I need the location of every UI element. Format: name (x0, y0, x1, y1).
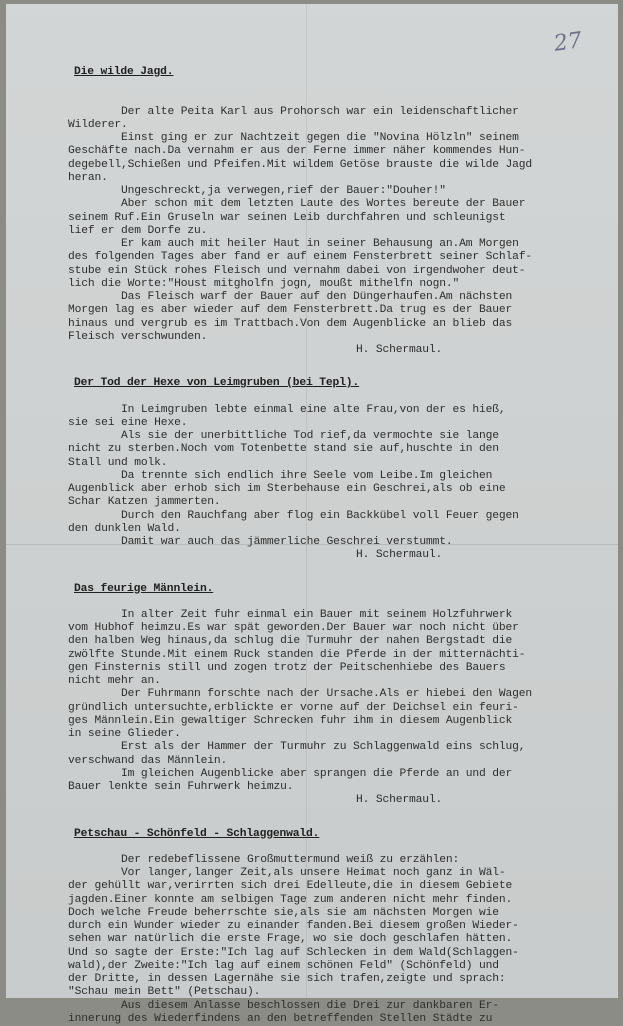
handwritten-page-number: 27 (552, 28, 583, 57)
text-line: der Dritte, in dessen Lagernähe sie sich trafen,zeigte und sprach: (68, 973, 596, 986)
text-line: Wilderer. (68, 119, 596, 132)
text-line: Bauer lenkte sein Fuhrwerk heimzu. (68, 781, 596, 794)
text-line: stube ein Stück rohes Fleisch und vernahm dabei von irgendwoher deut- (68, 265, 596, 278)
section-gap (68, 563, 596, 583)
author-signature: H. Schermaul. (68, 794, 596, 807)
text-line: verschwand das Männlein. (68, 755, 596, 768)
text-line: in seine Glieder. (68, 728, 596, 741)
text-line: Der Fuhrmann forschte nach der Ursache.Als er hiebei den Wagen (68, 688, 596, 701)
typewritten-text (68, 66, 596, 1026)
text-line: sehen war natürlich die erste Frage, wo sie doch geschlafen hätten. (68, 933, 596, 946)
text-line: Ungeschreckt,ja verwegen,rief der Bauer:"Douher!" (68, 185, 596, 198)
text-line: lich die Worte:"Houst mitgholfn jogn, moußt mithelfn nogn." (68, 278, 596, 291)
text-line: der gehüllt war,verirrten sich drei Edelleute,die in diesem Gebiete (68, 880, 596, 893)
text-line: heran. (68, 172, 596, 185)
text-line: Der alte Peita Karl aus Prohorsch war ein leidenschaftlicher (68, 106, 596, 119)
text-line: Vor langer,langer Zeit,als unsere Heimat noch ganz in Wäl- (68, 867, 596, 880)
text-line: wald),der Zweite:"Ich lag auf einem schönen Feld" (Schönfeld) und (68, 960, 596, 973)
text-line: ges Männlein.Ein gewaltiger Schrecken fuhr ihm in diesem Augenblick (68, 715, 596, 728)
text-line: Fleisch verschwunden. (68, 331, 596, 344)
text-line: gründlich untersuchte,erblickte er vorne auf der Deichsel ein feuri- (68, 702, 596, 715)
text-line: Der redebeflissene Großmuttermund weiß zu erzählen: (68, 854, 596, 867)
text-line: hinaus und vergrub es im Trattbach.Von dem Augenblicke an blieb das (68, 318, 596, 331)
text-line: Da trennte sich endlich ihre Seele vom Leibe.Im gleichen (68, 470, 596, 483)
text-line: vom Hubhof heimzu.Es war spät geworden.Der Bauer war noch nicht über (68, 622, 596, 635)
text-line: gen Finsternis still und zogen trotz der Peitschenhiebe des Bauers (68, 662, 596, 675)
text-line: Durch den Rauchfang aber flog ein Backkübel voll Feuer gegen (68, 510, 596, 523)
text-line: Augenblick aber erhob sich im Sterbehause ein Geschrei,als ob eine (68, 483, 596, 496)
text-line: innerung des Wiederfindens an den betreffenden Stellen Städte zu (68, 1013, 596, 1026)
text-line: Stall und molk. (68, 457, 596, 470)
text-line: Doch welche Freude beherrschte sie,als sie am nächsten Morgen wie (68, 907, 596, 920)
text-line: Damit war auch das jämmerliche Geschrei verstummt. (68, 536, 596, 549)
section-gap (68, 808, 596, 828)
text-line: Morgen lag es aber wieder auf dem Fensterbrett.Da trug es der Bauer (68, 304, 596, 317)
story-section (68, 583, 596, 808)
author-signature: H. Schermaul. (68, 549, 596, 562)
text-line: Schar Katzen jammerten. (68, 496, 596, 509)
text-line: Aus diesem Anlasse beschlossen die Drei zur dankbaren Er- (68, 1000, 596, 1013)
text-line (68, 92, 596, 105)
text-line: Einst ging er zur Nachtzeit gegen die "Novina Hölzln" seinem (68, 132, 596, 145)
text-line: In Leimgruben lebte einmal eine alte Frau,von der es hieß, (68, 404, 596, 417)
text-line: nicht zu sterben.Noch vom Totenbette stand sie auf,huschte in den (68, 443, 596, 456)
text-line: jagden.Einer konnte am selbigen Tage zum anderen nicht mehr finden. (68, 894, 596, 907)
story-title: Petschau - Schönfeld - Schlaggenwald. (74, 828, 596, 841)
text-line: "Schau mein Bett" (Petschau). (68, 986, 596, 999)
story-section (68, 66, 596, 357)
text-line: Im gleichen Augenblicke aber sprangen die Pferde an und der (68, 768, 596, 781)
text-line: In alter Zeit fuhr einmal ein Bauer mit seinem Holzfuhrwerk (68, 609, 596, 622)
story-title: Der Tod der Hexe von Leimgruben (bei Tepl). (74, 377, 596, 390)
story-title: Das feurige Männlein. (74, 583, 596, 596)
text-line: Und so sagte der Erste:"Ich lag auf Schlecken in dem Wald(Schlaggen- (68, 947, 596, 960)
text-line: Als sie der unerbittliche Tod rief,da vermochte sie lange (68, 430, 596, 443)
story-section (68, 377, 596, 562)
text-line: Er kam auch mit heiler Haut in seiner Behausung an.Am Morgen (68, 238, 596, 251)
text-line: degebell,Schießen und Pfeifen.Mit wildem Getöse brauste die wilde Jagd (68, 159, 596, 172)
text-line: zwölfte Stunde.Mit einem Ruck standen die Pferde in der mitternächti- (68, 649, 596, 662)
text-line: lief er dem Dorfe zu. (68, 225, 596, 238)
text-line: seinem Ruf.Ein Gruseln war seinen Leib durchfahren und schleunigst (68, 212, 596, 225)
story-section (68, 828, 596, 1026)
text-line: nicht mehr an. (68, 675, 596, 688)
text-line: sie sei eine Hexe. (68, 417, 596, 430)
text-line: den dunklen Wald. (68, 523, 596, 536)
text-line: Aber schon mit dem letzten Laute des Wortes bereute der Bauer (68, 198, 596, 211)
text-line: Das Fleisch warf der Bauer auf den Düngerhaufen.Am nächsten (68, 291, 596, 304)
text-line: durch ein Wunder wieder zu einander fanden.Bei diesem großen Wieder- (68, 920, 596, 933)
text-line: Erst als der Hammer der Turmuhr zu Schlaggenwald eins schlug, (68, 741, 596, 754)
text-line: des folgenden Tages aber fand er auf einem Fensterbrett seiner Schlaf- (68, 251, 596, 264)
story-title: Die wilde Jagd. (74, 66, 596, 79)
text-line: Geschäfte nach.Da vernahm er aus der Ferne immer näher kommendes Hun- (68, 145, 596, 158)
author-signature: H. Schermaul. (68, 344, 596, 357)
text-line: den halben Weg hinaus,da schlug die Turmuhr der nahen Bergstadt die (68, 635, 596, 648)
section-gap (68, 357, 596, 377)
